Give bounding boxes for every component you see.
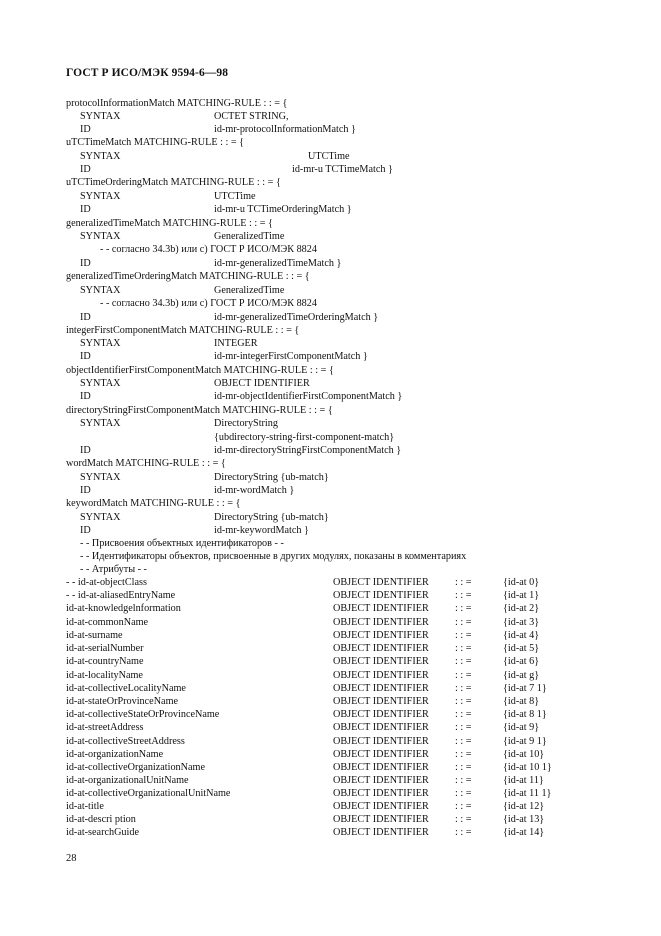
attr-type: OBJECT IDENTIFIER xyxy=(333,670,429,681)
table-row xyxy=(0,761,661,774)
attr-type: OBJECT IDENTIFIER xyxy=(333,801,429,812)
attr-name: id-at-collectiveStreetAddress xyxy=(66,736,185,747)
attr-op: : : = xyxy=(455,683,472,694)
table-row xyxy=(0,629,661,642)
code-line xyxy=(0,431,661,444)
code-line xyxy=(0,270,661,283)
attr-value: {id-at 10} xyxy=(503,749,545,760)
field-value: OBJECT IDENTIFIER xyxy=(214,378,310,389)
rule-header: wordMatch MATCHING-RULE : : = { xyxy=(66,458,226,469)
field-value: GeneralizedTime xyxy=(214,231,285,242)
attr-op: : : = xyxy=(455,603,472,614)
attr-value: {id-at 12} xyxy=(503,801,545,812)
code-line xyxy=(0,311,661,324)
table-row xyxy=(0,682,661,695)
field-keyword: SYNTAX xyxy=(80,191,121,202)
code-line xyxy=(0,537,661,550)
attr-value: {id-at 1} xyxy=(503,590,540,601)
rule-header: directoryStringFirstComponentMatch MATCHING-RULE : : = { xyxy=(66,405,333,416)
document-header: ГОСТ Р ИСО/МЭК 9594-6—98 xyxy=(66,67,229,79)
field-keyword: ID xyxy=(80,204,91,215)
code-line xyxy=(0,150,661,163)
rule-header: generalizedTimeMatch MATCHING-RULE : : = { xyxy=(66,218,273,229)
attr-name: id-at-collectiveOrganizationName xyxy=(66,762,205,773)
attr-name: - - id-at-objectClass xyxy=(66,577,147,588)
rule-header: keywordMatch MATCHING-RULE : : = { xyxy=(66,498,241,509)
code-line xyxy=(0,176,661,189)
field-keyword: ID xyxy=(80,312,91,323)
field-keyword: SYNTAX xyxy=(80,338,121,349)
table-row xyxy=(0,669,661,682)
attr-value: {id-at g} xyxy=(503,670,540,681)
table-row xyxy=(0,589,661,602)
attr-op: : : = xyxy=(455,736,472,747)
field-value: id-mr-directoryStringFirstComponentMatch } xyxy=(214,445,402,456)
code-line xyxy=(0,110,661,123)
code-line xyxy=(0,457,661,470)
attr-type: OBJECT IDENTIFIER xyxy=(333,603,429,614)
attr-type: OBJECT IDENTIFIER xyxy=(333,617,429,628)
attr-value: {id-at 13} xyxy=(503,814,545,825)
attr-value: {id-at 4} xyxy=(503,630,540,641)
table-row xyxy=(0,576,661,589)
attr-op: : : = xyxy=(455,722,472,733)
rule-header: uTCTimeOrderingMatch MATCHING-RULE : : = { xyxy=(66,177,281,188)
code-line xyxy=(0,217,661,230)
attr-type: OBJECT IDENTIFIER xyxy=(333,827,429,838)
field-value: DirectoryString {ub-match} xyxy=(214,472,329,483)
attr-op: : : = xyxy=(455,762,472,773)
code-line xyxy=(0,377,661,390)
field-value: id-mr-objectIdentifierFirstComponentMatch } xyxy=(214,391,403,402)
attr-name: id-at-title xyxy=(66,801,104,812)
attr-value: {id-at 5} xyxy=(503,643,540,654)
attr-op: : : = xyxy=(455,590,472,601)
attr-type: OBJECT IDENTIFIER xyxy=(333,788,429,799)
code-line xyxy=(0,390,661,403)
field-keyword: ID xyxy=(80,445,91,456)
attr-op: : : = xyxy=(455,696,472,707)
field-value: UTCTime xyxy=(308,151,350,162)
code-line xyxy=(0,417,661,430)
field-keyword: ID xyxy=(80,525,91,536)
field-value: id-mr-generalizedTimeOrderingMatch } xyxy=(214,312,379,323)
attr-name: id-at-stateOrProvinceName xyxy=(66,696,179,707)
field-value: id-mr-protocolInformationMatch } xyxy=(214,124,356,135)
field-value: id-mr-u TCTimeMatch } xyxy=(292,164,393,175)
code-line xyxy=(0,337,661,350)
attr-type: OBJECT IDENTIFIER xyxy=(333,709,429,720)
field-value: {ubdirectory-string-first-component-match} xyxy=(214,432,395,443)
attr-value: {id-at 11} xyxy=(503,775,544,786)
field-keyword: SYNTAX xyxy=(80,151,121,162)
attr-value: {id-at 7 1} xyxy=(503,683,547,694)
table-row xyxy=(0,708,661,721)
attr-value: {id-at 9 1} xyxy=(503,736,547,747)
field-keyword: ID xyxy=(80,351,91,362)
table-row xyxy=(0,800,661,813)
attr-name: id-at-localityName xyxy=(66,670,143,681)
field-value: id-mr-generalizedTimeMatch } xyxy=(214,258,342,269)
attr-op: : : = xyxy=(455,643,472,654)
attr-value: {id-at 0} xyxy=(503,577,540,588)
attr-value: {id-at 8} xyxy=(503,696,540,707)
field-value: id-mr-u TCTimeOrderingMatch } xyxy=(214,204,352,215)
code-comment: - - Идентификаторы объектов, присвоенные в других модулях, показаны в комментариях xyxy=(80,551,467,562)
code-comment: - - согласно 34.3b) или c) ГОСТ Р ИСО/МЭК 8824 xyxy=(100,298,317,309)
table-row xyxy=(0,826,661,839)
field-keyword: SYNTAX xyxy=(80,418,121,429)
field-keyword: SYNTAX xyxy=(80,231,121,242)
code-line xyxy=(0,284,661,297)
code-line xyxy=(0,511,661,524)
attr-name: id-at-collectiveOrganizationalUnitName xyxy=(66,788,231,799)
rule-header: objectIdentifierFirstComponentMatch MATCHING-RULE : : = { xyxy=(66,365,334,376)
attr-value: {id-at 2} xyxy=(503,603,540,614)
field-keyword: SYNTAX xyxy=(80,285,121,296)
field-keyword: ID xyxy=(80,391,91,402)
table-row xyxy=(0,642,661,655)
code-line xyxy=(0,497,661,510)
table-row xyxy=(0,721,661,734)
field-value: DirectoryString xyxy=(214,418,278,429)
field-keyword: SYNTAX xyxy=(80,512,121,523)
code-line xyxy=(0,404,661,417)
attr-op: : : = xyxy=(455,801,472,812)
code-line xyxy=(0,484,661,497)
attr-op: : : = xyxy=(455,709,472,720)
field-keyword: SYNTAX xyxy=(80,472,121,483)
attr-type: OBJECT IDENTIFIER xyxy=(333,762,429,773)
code-line xyxy=(0,444,661,457)
table-row xyxy=(0,655,661,668)
code-line xyxy=(0,230,661,243)
attr-name: id-at-organizationName xyxy=(66,749,164,760)
attr-value: {id-at 3} xyxy=(503,617,540,628)
code-line xyxy=(0,123,661,136)
field-value: UTCTime xyxy=(214,191,256,202)
table-row xyxy=(0,787,661,800)
attr-name: id-at-serialNumber xyxy=(66,643,144,654)
attr-name: id-at-knowledgelnformation xyxy=(66,603,181,614)
code-line xyxy=(0,203,661,216)
attr-type: OBJECT IDENTIFIER xyxy=(333,722,429,733)
table-row xyxy=(0,616,661,629)
attr-op: : : = xyxy=(455,775,472,786)
code-line xyxy=(0,563,661,576)
attr-type: OBJECT IDENTIFIER xyxy=(333,630,429,641)
attr-type: OBJECT IDENTIFIER xyxy=(333,590,429,601)
code-line xyxy=(0,243,661,256)
field-keyword: ID xyxy=(80,124,91,135)
attr-op: : : = xyxy=(455,577,472,588)
rule-header: protocolInformationMatch MATCHING-RULE : : = { xyxy=(66,98,288,109)
code-line xyxy=(0,297,661,310)
field-keyword: ID xyxy=(80,258,91,269)
attr-type: OBJECT IDENTIFIER xyxy=(333,656,429,667)
attr-name: id-at-searchGuide xyxy=(66,827,139,838)
table-row xyxy=(0,813,661,826)
table-row xyxy=(0,735,661,748)
code-line xyxy=(0,190,661,203)
code-line xyxy=(0,364,661,377)
page-number: 28 xyxy=(66,853,77,864)
attr-name: id-at-countryName xyxy=(66,656,144,667)
field-value: id-mr-wordMatch } xyxy=(214,485,295,496)
code-line xyxy=(0,524,661,537)
attr-op: : : = xyxy=(455,670,472,681)
field-value: GeneralizedTime xyxy=(214,285,285,296)
code-comment: - - согласно 34.3b) или c) ГОСТ Р ИСО/МЭК 8824 xyxy=(100,244,317,255)
attr-type: OBJECT IDENTIFIER xyxy=(333,749,429,760)
attr-type: OBJECT IDENTIFIER xyxy=(333,814,429,825)
code-comment: - - Атрибуты - - xyxy=(80,564,147,575)
rule-header: generalizedTimeOrderingMatch MATCHING-RULE : : = { xyxy=(66,271,310,282)
attr-name: id-at-commonName xyxy=(66,617,149,628)
code-line xyxy=(0,163,661,176)
attr-value: {id-at 6} xyxy=(503,656,540,667)
attr-type: OBJECT IDENTIFIER xyxy=(333,775,429,786)
attr-op: : : = xyxy=(455,814,472,825)
attr-op: : : = xyxy=(455,630,472,641)
code-line xyxy=(0,257,661,270)
field-keyword: SYNTAX xyxy=(80,378,121,389)
code-line xyxy=(0,471,661,484)
attr-op: : : = xyxy=(455,788,472,799)
attr-op: : : = xyxy=(455,827,472,838)
attr-type: OBJECT IDENTIFIER xyxy=(333,736,429,747)
attr-name: id-at-surname xyxy=(66,630,123,641)
code-comment: - - Присвоения объектных идентификаторов - - xyxy=(80,538,284,549)
attr-name: id-at-collectiveLocalityName xyxy=(66,683,186,694)
attr-type: OBJECT IDENTIFIER xyxy=(333,696,429,707)
attr-name: id-at-streetAddress xyxy=(66,722,144,733)
attr-value: {id-at 11 1} xyxy=(503,788,552,799)
attr-name: id-at-organizationalUnitName xyxy=(66,775,189,786)
field-value: INTEGER xyxy=(214,338,258,349)
rule-header: uTCTimeMatch MATCHING-RULE : : = { xyxy=(66,137,245,148)
table-row xyxy=(0,774,661,787)
field-value: id-mr-integerFirstComponentMatch } xyxy=(214,351,368,362)
attr-value: {id-at 10 1} xyxy=(503,762,552,773)
code-line xyxy=(0,550,661,563)
field-keyword: ID xyxy=(80,164,91,175)
code-line xyxy=(0,324,661,337)
field-keyword: ID xyxy=(80,485,91,496)
table-row xyxy=(0,748,661,761)
attr-type: OBJECT IDENTIFIER xyxy=(333,577,429,588)
code-line xyxy=(0,136,661,149)
attr-type: OBJECT IDENTIFIER xyxy=(333,683,429,694)
rule-header: integerFirstComponentMatch MATCHING-RULE : : = { xyxy=(66,325,300,336)
attr-name: id-at-collectiveStateOrProvinceName xyxy=(66,709,220,720)
attr-value: {id-at 14} xyxy=(503,827,545,838)
table-row xyxy=(0,602,661,615)
attr-value: {id-at 8 1} xyxy=(503,709,547,720)
field-keyword: SYNTAX xyxy=(80,111,121,122)
field-value: OCTET STRING, xyxy=(214,111,289,122)
attr-op: : : = xyxy=(455,749,472,760)
attr-name: - - id-at-aliasedEntryName xyxy=(66,590,176,601)
attr-value: {id-at 9} xyxy=(503,722,540,733)
attr-type: OBJECT IDENTIFIER xyxy=(333,643,429,654)
field-value: DirectoryString {ub-match} xyxy=(214,512,329,523)
attr-name: id-at-descri ption xyxy=(66,814,136,825)
attr-op: : : = xyxy=(455,617,472,628)
table-row xyxy=(0,695,661,708)
field-value: id-mr-keywordMatch } xyxy=(214,525,309,536)
code-line xyxy=(0,97,661,110)
code-line xyxy=(0,350,661,363)
attr-op: : : = xyxy=(455,656,472,667)
